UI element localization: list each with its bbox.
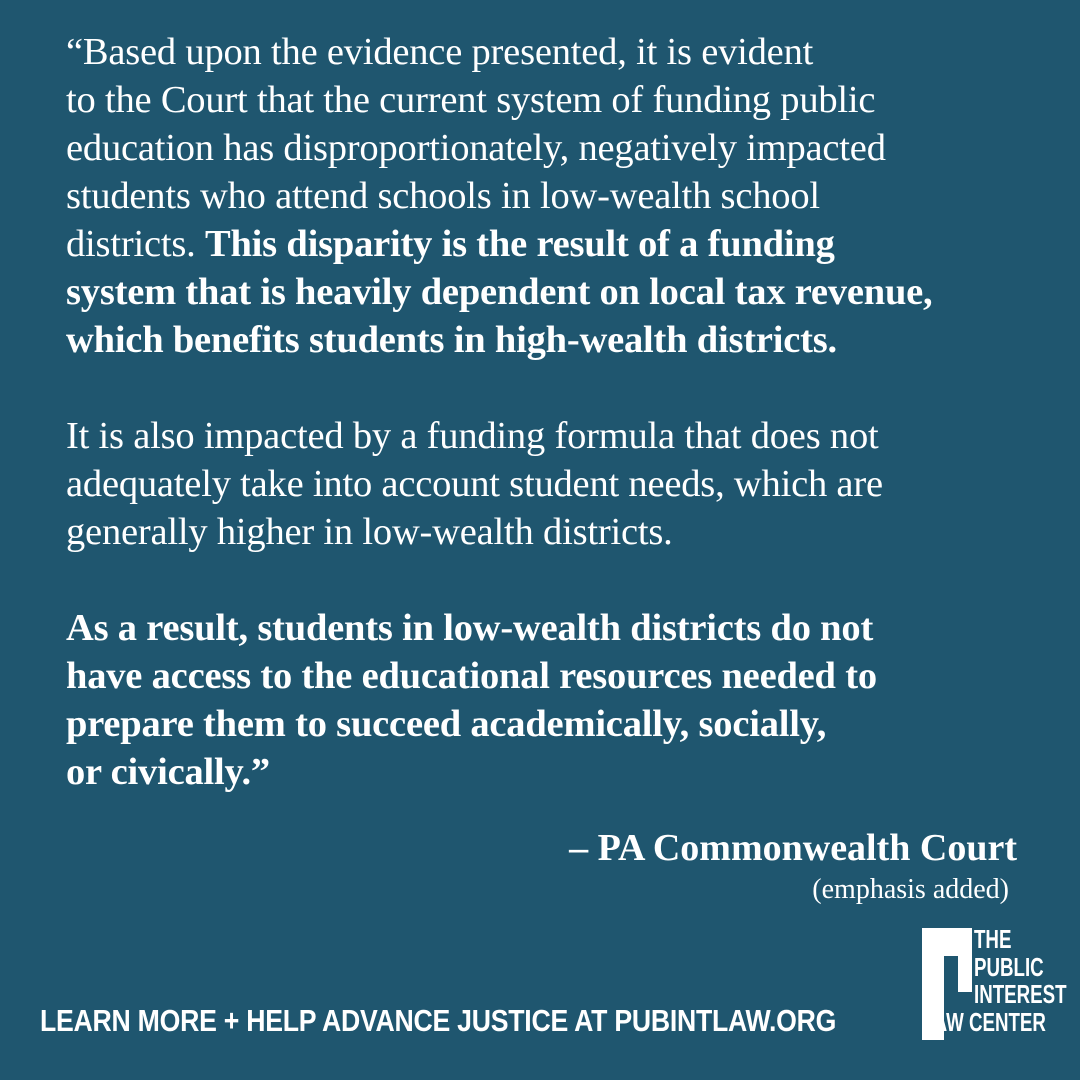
logo-line: INTEREST — [974, 979, 1067, 1009]
quote-text: districts. — [66, 223, 205, 265]
quote-emphasis: This disparity is the result of a funding — [204, 223, 835, 265]
quote-block — [66, 28, 1056, 796]
call-to-action: LEARN MORE + HELP ADVANCE JUSTICE AT PUBINTLAW.ORG — [40, 1003, 837, 1038]
quote-emphasis-line: prepare them to succeed academically, socially, — [66, 703, 827, 745]
quote-emphasis-line: As a result, students in low-wealth districts do not — [66, 607, 874, 649]
logo-line: THE — [974, 924, 1012, 954]
logo-line: LAW CENTER — [922, 1006, 1046, 1037]
logo-line: PUBLIC — [974, 951, 1044, 982]
quote-emphasis-line: or civically.” — [66, 751, 270, 793]
quote-emphasis-line: which benefits students in high-wealth districts. — [66, 319, 837, 361]
quote-emphasis-line: have access to the educational resources needed to — [66, 655, 877, 697]
quote-line: “Based upon the evidence presented, it is evident — [66, 31, 814, 73]
quote-attribution: – PA Commonwealth Court — [569, 827, 1017, 869]
paragraph-gap — [66, 364, 1056, 412]
quote-line: generally higher in low-wealth districts. — [66, 511, 673, 553]
quote-line — [66, 220, 1056, 268]
quote-line: adequately take into account student needs, which are — [66, 463, 883, 505]
quote-line: education has disproportionately, negatively impacted — [66, 127, 886, 169]
logo-wordmark — [922, 924, 1067, 1037]
quote-line: to the Court that the current system of funding public — [66, 79, 876, 121]
paragraph-gap — [66, 556, 1056, 604]
quote-line: students who attend schools in low-wealth school — [66, 175, 820, 217]
emphasis-note: (emphasis added) — [812, 874, 1009, 905]
quote-emphasis-line: system that is heavily dependent on local tax revenue, — [66, 271, 933, 313]
quote-line: It is also impacted by a funding formula that does not — [66, 415, 879, 457]
organization-logo — [922, 924, 1067, 1040]
